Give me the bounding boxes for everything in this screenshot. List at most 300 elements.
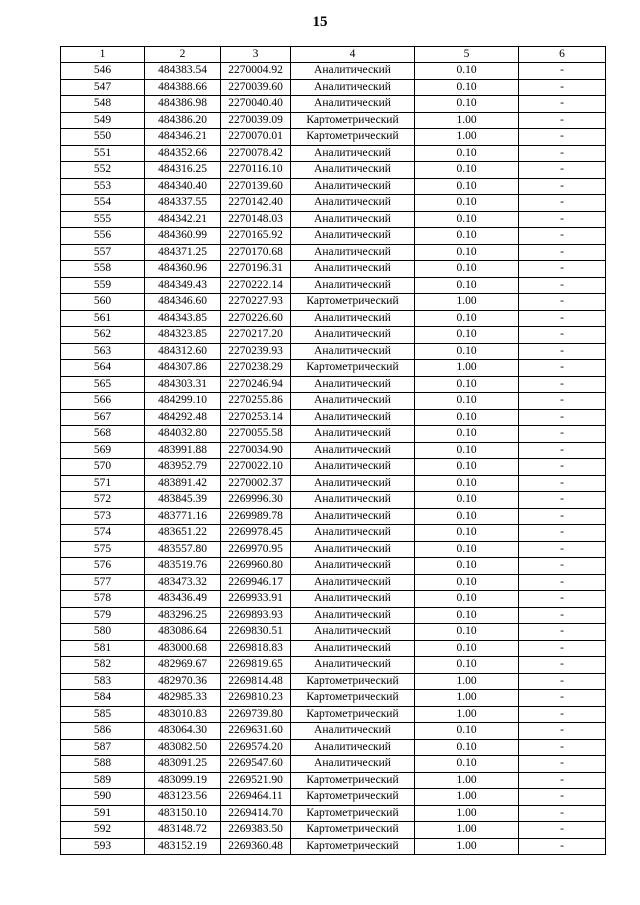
- y-coordinate-cell: 2269989.78: [221, 508, 291, 525]
- method-cell: Аналитический: [291, 343, 415, 360]
- table-row: [61, 591, 606, 608]
- accuracy-cell: 0.10: [415, 310, 519, 327]
- note-cell: -: [519, 723, 606, 740]
- accuracy-cell: 0.10: [415, 591, 519, 608]
- method-cell: Аналитический: [291, 475, 415, 492]
- y-coordinate-cell: 2270165.92: [221, 228, 291, 245]
- table-row: [61, 541, 606, 558]
- y-coordinate-cell: 2270255.86: [221, 393, 291, 410]
- accuracy-cell: 0.10: [415, 343, 519, 360]
- accuracy-cell: 1.00: [415, 772, 519, 789]
- accuracy-cell: 0.10: [415, 607, 519, 624]
- method-cell: Аналитический: [291, 541, 415, 558]
- note-cell: -: [519, 376, 606, 393]
- note-cell: -: [519, 706, 606, 723]
- accuracy-cell: 1.00: [415, 294, 519, 311]
- note-cell: -: [519, 145, 606, 162]
- point-number-cell: 567: [61, 409, 145, 426]
- point-number-cell: 584: [61, 690, 145, 707]
- accuracy-cell: 1.00: [415, 690, 519, 707]
- note-cell: -: [519, 558, 606, 575]
- accuracy-cell: 1.00: [415, 129, 519, 146]
- method-cell: Картометрический: [291, 294, 415, 311]
- note-cell: -: [519, 228, 606, 245]
- table-row: [61, 63, 606, 80]
- x-coordinate-cell: 483010.83: [145, 706, 221, 723]
- table-row: [61, 211, 606, 228]
- accuracy-cell: 1.00: [415, 706, 519, 723]
- accuracy-cell: 0.10: [415, 244, 519, 261]
- note-cell: -: [519, 475, 606, 492]
- point-number-cell: 556: [61, 228, 145, 245]
- note-cell: -: [519, 525, 606, 542]
- x-coordinate-cell: 483845.39: [145, 492, 221, 509]
- method-cell: Аналитический: [291, 591, 415, 608]
- method-cell: Аналитический: [291, 508, 415, 525]
- x-coordinate-cell: 484360.96: [145, 261, 221, 278]
- point-number-cell: 546: [61, 63, 145, 80]
- x-coordinate-cell: 484032.80: [145, 426, 221, 443]
- note-cell: -: [519, 541, 606, 558]
- table-row: [61, 624, 606, 641]
- table-row: [61, 772, 606, 789]
- point-number-cell: 547: [61, 79, 145, 96]
- y-coordinate-cell: 2269547.60: [221, 756, 291, 773]
- method-cell: Картометрический: [291, 805, 415, 822]
- note-cell: -: [519, 772, 606, 789]
- table-row: [61, 690, 606, 707]
- accuracy-cell: 0.10: [415, 145, 519, 162]
- point-number-cell: 554: [61, 195, 145, 212]
- y-coordinate-cell: 2270227.93: [221, 294, 291, 311]
- note-cell: -: [519, 327, 606, 344]
- note-cell: -: [519, 657, 606, 674]
- table-row: [61, 673, 606, 690]
- method-cell: Картометрический: [291, 129, 415, 146]
- note-cell: -: [519, 459, 606, 476]
- table-row: [61, 409, 606, 426]
- point-number-cell: 553: [61, 178, 145, 195]
- note-cell: -: [519, 195, 606, 212]
- point-number-cell: 583: [61, 673, 145, 690]
- x-coordinate-cell: 483952.79: [145, 459, 221, 476]
- y-coordinate-cell: 2269893.93: [221, 607, 291, 624]
- x-coordinate-cell: 484323.85: [145, 327, 221, 344]
- x-coordinate-cell: 483064.30: [145, 723, 221, 740]
- method-cell: Аналитический: [291, 607, 415, 624]
- table-row: [61, 310, 606, 327]
- accuracy-cell: 0.10: [415, 574, 519, 591]
- method-cell: Аналитический: [291, 228, 415, 245]
- table-row: [61, 822, 606, 839]
- method-cell: Картометрический: [291, 690, 415, 707]
- table-row: [61, 789, 606, 806]
- x-coordinate-cell: 484386.20: [145, 112, 221, 129]
- y-coordinate-cell: 2269818.83: [221, 640, 291, 657]
- method-cell: Аналитический: [291, 723, 415, 740]
- table-row: [61, 294, 606, 311]
- accuracy-cell: 1.00: [415, 789, 519, 806]
- y-coordinate-cell: 2270139.60: [221, 178, 291, 195]
- table-header: [61, 47, 606, 63]
- point-number-cell: 577: [61, 574, 145, 591]
- y-coordinate-cell: 2270078.42: [221, 145, 291, 162]
- x-coordinate-cell: 483086.64: [145, 624, 221, 641]
- method-cell: Аналитический: [291, 63, 415, 80]
- point-number-cell: 570: [61, 459, 145, 476]
- method-cell: Аналитический: [291, 558, 415, 575]
- y-coordinate-cell: 2270022.10: [221, 459, 291, 476]
- table-row: [61, 195, 606, 212]
- note-cell: -: [519, 79, 606, 96]
- y-coordinate-cell: 2269360.48: [221, 838, 291, 855]
- point-number-cell: 548: [61, 96, 145, 113]
- method-cell: Аналитический: [291, 492, 415, 509]
- y-coordinate-cell: 2269574.20: [221, 739, 291, 756]
- note-cell: -: [519, 739, 606, 756]
- x-coordinate-cell: 483082.50: [145, 739, 221, 756]
- point-number-cell: 563: [61, 343, 145, 360]
- x-coordinate-cell: 484299.10: [145, 393, 221, 410]
- y-coordinate-cell: 2270170.68: [221, 244, 291, 261]
- note-cell: -: [519, 508, 606, 525]
- method-cell: Аналитический: [291, 739, 415, 756]
- accuracy-cell: 0.10: [415, 475, 519, 492]
- x-coordinate-cell: 483436.49: [145, 591, 221, 608]
- note-cell: -: [519, 277, 606, 294]
- y-coordinate-cell: 2269933.91: [221, 591, 291, 608]
- point-number-cell: 589: [61, 772, 145, 789]
- point-number-cell: 564: [61, 360, 145, 377]
- method-cell: Картометрический: [291, 360, 415, 377]
- accuracy-cell: 0.10: [415, 756, 519, 773]
- page-number: 15: [312, 14, 328, 30]
- y-coordinate-cell: 2270217.20: [221, 327, 291, 344]
- y-coordinate-cell: 2269383.50: [221, 822, 291, 839]
- method-cell: Аналитический: [291, 244, 415, 261]
- column-header: 5: [415, 47, 519, 63]
- method-cell: Аналитический: [291, 195, 415, 212]
- coordinates-table: [60, 46, 606, 855]
- accuracy-cell: 1.00: [415, 360, 519, 377]
- table-row: [61, 178, 606, 195]
- note-cell: -: [519, 129, 606, 146]
- method-cell: Аналитический: [291, 79, 415, 96]
- x-coordinate-cell: 484340.40: [145, 178, 221, 195]
- x-coordinate-cell: 484383.54: [145, 63, 221, 80]
- point-number-cell: 573: [61, 508, 145, 525]
- x-coordinate-cell: 484337.55: [145, 195, 221, 212]
- note-cell: -: [519, 574, 606, 591]
- point-number-cell: 578: [61, 591, 145, 608]
- point-number-cell: 580: [61, 624, 145, 641]
- y-coordinate-cell: 2269996.30: [221, 492, 291, 509]
- table-row: [61, 327, 606, 344]
- accuracy-cell: 0.10: [415, 657, 519, 674]
- column-header: 2: [145, 47, 221, 63]
- table-row: [61, 492, 606, 509]
- point-number-cell: 557: [61, 244, 145, 261]
- x-coordinate-cell: 483557.80: [145, 541, 221, 558]
- y-coordinate-cell: 2269946.17: [221, 574, 291, 591]
- accuracy-cell: 0.10: [415, 558, 519, 575]
- point-number-cell: 558: [61, 261, 145, 278]
- table-row: [61, 508, 606, 525]
- note-cell: -: [519, 162, 606, 179]
- y-coordinate-cell: 2270116.10: [221, 162, 291, 179]
- x-coordinate-cell: 484349.43: [145, 277, 221, 294]
- y-coordinate-cell: 2270226.60: [221, 310, 291, 327]
- x-coordinate-cell: 484346.60: [145, 294, 221, 311]
- x-coordinate-cell: 484343.85: [145, 310, 221, 327]
- accuracy-cell: 1.00: [415, 112, 519, 129]
- note-cell: -: [519, 607, 606, 624]
- point-number-cell: 593: [61, 838, 145, 855]
- accuracy-cell: 0.10: [415, 624, 519, 641]
- note-cell: -: [519, 211, 606, 228]
- accuracy-cell: 0.10: [415, 492, 519, 509]
- accuracy-cell: 1.00: [415, 805, 519, 822]
- x-coordinate-cell: 484307.86: [145, 360, 221, 377]
- x-coordinate-cell: 483000.68: [145, 640, 221, 657]
- header-row: [61, 47, 606, 63]
- accuracy-cell: 1.00: [415, 673, 519, 690]
- table-row: [61, 706, 606, 723]
- point-number-cell: 551: [61, 145, 145, 162]
- method-cell: Аналитический: [291, 574, 415, 591]
- table-row: [61, 96, 606, 113]
- table-row: [61, 228, 606, 245]
- accuracy-cell: 0.10: [415, 195, 519, 212]
- method-cell: Аналитический: [291, 459, 415, 476]
- accuracy-cell: 0.10: [415, 261, 519, 278]
- method-cell: Аналитический: [291, 145, 415, 162]
- method-cell: Аналитический: [291, 376, 415, 393]
- note-cell: -: [519, 838, 606, 855]
- point-number-cell: 585: [61, 706, 145, 723]
- accuracy-cell: 0.10: [415, 277, 519, 294]
- table-row: [61, 805, 606, 822]
- y-coordinate-cell: 2270034.90: [221, 442, 291, 459]
- y-coordinate-cell: 2269978.45: [221, 525, 291, 542]
- accuracy-cell: 1.00: [415, 822, 519, 839]
- note-cell: -: [519, 789, 606, 806]
- table-row: [61, 261, 606, 278]
- note-cell: -: [519, 492, 606, 509]
- y-coordinate-cell: 2270222.14: [221, 277, 291, 294]
- method-cell: Картометрический: [291, 789, 415, 806]
- table-row: [61, 376, 606, 393]
- note-cell: -: [519, 426, 606, 443]
- method-cell: Аналитический: [291, 426, 415, 443]
- accuracy-cell: 0.10: [415, 459, 519, 476]
- x-coordinate-cell: 482985.33: [145, 690, 221, 707]
- point-number-cell: 587: [61, 739, 145, 756]
- y-coordinate-cell: 2270142.40: [221, 195, 291, 212]
- table-row: [61, 426, 606, 443]
- table-row: [61, 739, 606, 756]
- x-coordinate-cell: 484292.48: [145, 409, 221, 426]
- point-number-cell: 562: [61, 327, 145, 344]
- x-coordinate-cell: 483473.32: [145, 574, 221, 591]
- point-number-cell: 550: [61, 129, 145, 146]
- accuracy-cell: 0.10: [415, 228, 519, 245]
- x-coordinate-cell: 483148.72: [145, 822, 221, 839]
- x-coordinate-cell: 483771.16: [145, 508, 221, 525]
- table-body: [61, 63, 606, 855]
- y-coordinate-cell: 2270039.60: [221, 79, 291, 96]
- point-number-cell: 555: [61, 211, 145, 228]
- method-cell: Аналитический: [291, 442, 415, 459]
- note-cell: -: [519, 261, 606, 278]
- y-coordinate-cell: 2270148.03: [221, 211, 291, 228]
- x-coordinate-cell: 484371.25: [145, 244, 221, 261]
- point-number-cell: 586: [61, 723, 145, 740]
- note-cell: -: [519, 756, 606, 773]
- method-cell: Аналитический: [291, 525, 415, 542]
- note-cell: -: [519, 690, 606, 707]
- note-cell: -: [519, 442, 606, 459]
- note-cell: -: [519, 112, 606, 129]
- point-number-cell: 576: [61, 558, 145, 575]
- note-cell: -: [519, 822, 606, 839]
- x-coordinate-cell: 483091.25: [145, 756, 221, 773]
- x-coordinate-cell: 484303.31: [145, 376, 221, 393]
- method-cell: Аналитический: [291, 261, 415, 278]
- y-coordinate-cell: 2269960.80: [221, 558, 291, 575]
- point-number-cell: 575: [61, 541, 145, 558]
- x-coordinate-cell: 484388.66: [145, 79, 221, 96]
- note-cell: -: [519, 96, 606, 113]
- point-number-cell: 590: [61, 789, 145, 806]
- x-coordinate-cell: 484312.60: [145, 343, 221, 360]
- y-coordinate-cell: 2269414.70: [221, 805, 291, 822]
- note-cell: -: [519, 640, 606, 657]
- y-coordinate-cell: 2270238.29: [221, 360, 291, 377]
- note-cell: -: [519, 310, 606, 327]
- point-number-cell: 559: [61, 277, 145, 294]
- method-cell: Картометрический: [291, 838, 415, 855]
- accuracy-cell: 0.10: [415, 426, 519, 443]
- table-row: [61, 244, 606, 261]
- column-header: 1: [61, 47, 145, 63]
- table-row: [61, 129, 606, 146]
- accuracy-cell: 0.10: [415, 96, 519, 113]
- point-number-cell: 579: [61, 607, 145, 624]
- method-cell: Аналитический: [291, 657, 415, 674]
- note-cell: -: [519, 591, 606, 608]
- point-number-cell: 572: [61, 492, 145, 509]
- y-coordinate-cell: 2270246.94: [221, 376, 291, 393]
- y-coordinate-cell: 2270055.58: [221, 426, 291, 443]
- accuracy-cell: 0.10: [415, 376, 519, 393]
- x-coordinate-cell: 483651.22: [145, 525, 221, 542]
- method-cell: Картометрический: [291, 706, 415, 723]
- method-cell: Картометрический: [291, 112, 415, 129]
- accuracy-cell: 0.10: [415, 525, 519, 542]
- point-number-cell: 592: [61, 822, 145, 839]
- method-cell: Аналитический: [291, 162, 415, 179]
- note-cell: -: [519, 624, 606, 641]
- table-row: [61, 475, 606, 492]
- point-number-cell: 568: [61, 426, 145, 443]
- table-row: [61, 442, 606, 459]
- point-number-cell: 581: [61, 640, 145, 657]
- point-number-cell: 574: [61, 525, 145, 542]
- y-coordinate-cell: 2269830.51: [221, 624, 291, 641]
- method-cell: Аналитический: [291, 624, 415, 641]
- accuracy-cell: 0.10: [415, 508, 519, 525]
- point-number-cell: 552: [61, 162, 145, 179]
- y-coordinate-cell: 2269814.48: [221, 673, 291, 690]
- method-cell: Аналитический: [291, 640, 415, 657]
- x-coordinate-cell: 483991.88: [145, 442, 221, 459]
- point-number-cell: 571: [61, 475, 145, 492]
- accuracy-cell: 0.10: [415, 79, 519, 96]
- x-coordinate-cell: 482969.67: [145, 657, 221, 674]
- table-row: [61, 525, 606, 542]
- note-cell: -: [519, 178, 606, 195]
- table-row: [61, 756, 606, 773]
- x-coordinate-cell: 484386.98: [145, 96, 221, 113]
- x-coordinate-cell: 484342.21: [145, 211, 221, 228]
- method-cell: Аналитический: [291, 211, 415, 228]
- table-row: [61, 640, 606, 657]
- x-coordinate-cell: 483123.56: [145, 789, 221, 806]
- accuracy-cell: 0.10: [415, 409, 519, 426]
- table-row: [61, 607, 606, 624]
- table-row: [61, 277, 606, 294]
- method-cell: Аналитический: [291, 178, 415, 195]
- x-coordinate-cell: 483891.42: [145, 475, 221, 492]
- y-coordinate-cell: 2270239.93: [221, 343, 291, 360]
- point-number-cell: 560: [61, 294, 145, 311]
- table-row: [61, 657, 606, 674]
- accuracy-cell: 0.10: [415, 442, 519, 459]
- table-row: [61, 393, 606, 410]
- note-cell: -: [519, 294, 606, 311]
- method-cell: Аналитический: [291, 393, 415, 410]
- table-row: [61, 162, 606, 179]
- note-cell: -: [519, 409, 606, 426]
- accuracy-cell: 0.10: [415, 162, 519, 179]
- accuracy-cell: 0.10: [415, 393, 519, 410]
- note-cell: -: [519, 244, 606, 261]
- method-cell: Аналитический: [291, 409, 415, 426]
- method-cell: Аналитический: [291, 327, 415, 344]
- accuracy-cell: 0.10: [415, 178, 519, 195]
- table-row: [61, 112, 606, 129]
- y-coordinate-cell: 2270253.14: [221, 409, 291, 426]
- point-number-cell: 582: [61, 657, 145, 674]
- accuracy-cell: 1.00: [415, 838, 519, 855]
- y-coordinate-cell: 2269521.90: [221, 772, 291, 789]
- y-coordinate-cell: 2270039.09: [221, 112, 291, 129]
- accuracy-cell: 0.10: [415, 739, 519, 756]
- table-row: [61, 145, 606, 162]
- table-row: [61, 558, 606, 575]
- point-number-cell: 565: [61, 376, 145, 393]
- x-coordinate-cell: 482970.36: [145, 673, 221, 690]
- column-header: 4: [291, 47, 415, 63]
- x-coordinate-cell: 484346.21: [145, 129, 221, 146]
- note-cell: -: [519, 393, 606, 410]
- accuracy-cell: 0.10: [415, 541, 519, 558]
- point-number-cell: 591: [61, 805, 145, 822]
- x-coordinate-cell: 483150.10: [145, 805, 221, 822]
- point-number-cell: 561: [61, 310, 145, 327]
- table-row: [61, 838, 606, 855]
